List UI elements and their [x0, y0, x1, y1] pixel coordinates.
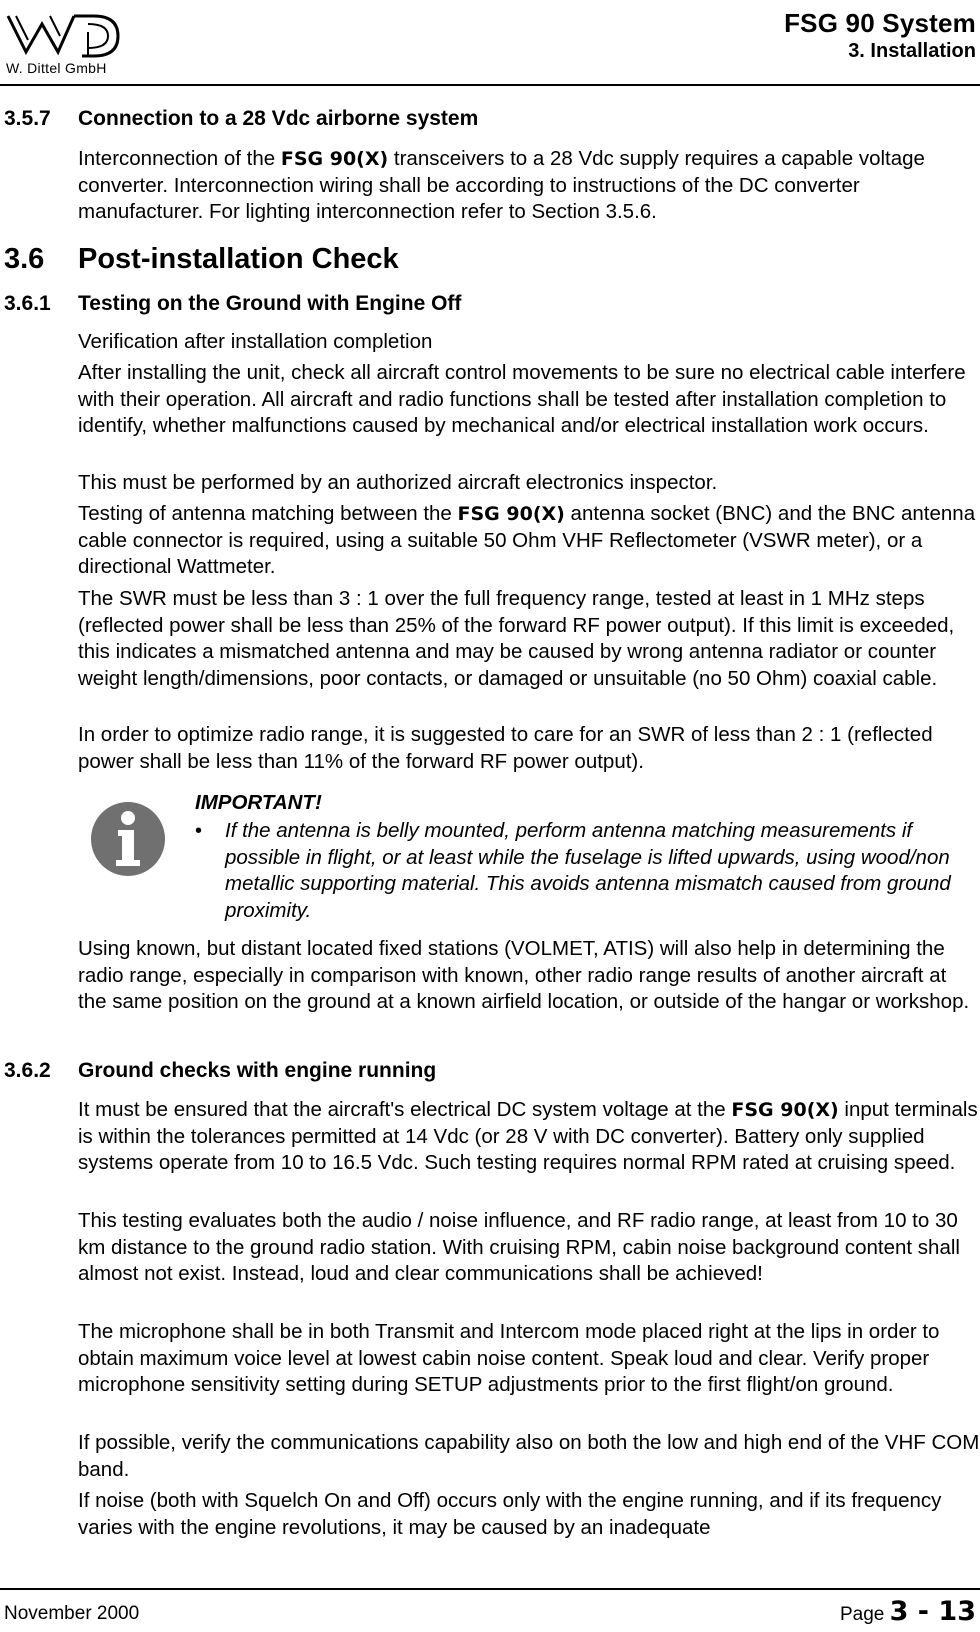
paragraph — [78, 1097, 980, 1177]
info-icon — [90, 801, 166, 877]
product-name: FSG 90(X) — [731, 1099, 839, 1121]
header-divider — [0, 84, 980, 86]
section-title: Post-installation Check — [78, 243, 399, 275]
page-label: Page — [839, 1604, 890, 1625]
paragraph: Using known, but distant located fixed stations (VOLMET, ATIS) will also help in determining the radio range, especially in comparison with known, other radio range results of another aircraft at the same position on the ground at a known airfield location, or outside of the hangar or workshop. — [78, 937, 970, 1013]
text-run: input terminals is within the tolerances permitted at 14 Vdc (or 28 V with DC converter). Battery only supplied systems operate from 10 to 16.5 Vdc. Such testing requires normal RPM rated at cruising speed. — [78, 1098, 978, 1174]
section-number: 3.5.7 — [4, 107, 51, 130]
product-name: FSG 90(X) — [280, 148, 389, 170]
text-run: antenna socket (BNC) and the BNC antenna cable connector is required, using a suitable 50 Ohm VHF Reflectometer (VSWR meter), or a directional Wattmeter. — [78, 502, 976, 578]
section-heading-3-6 — [4, 242, 399, 276]
text-run: Testing of antenna matching between the — [78, 502, 458, 525]
paragraph: If possible, verify the communications capability also on both the low and high end of the VHF COM band. — [78, 1431, 980, 1481]
document-title: FSG 90 System — [784, 8, 976, 38]
section-heading-3-5-7 — [4, 106, 478, 132]
section-number: 3.6 — [4, 243, 45, 275]
section-number: 3.6.1 — [4, 292, 51, 315]
text-run: transceivers to a 28 Vdc supply requires a capable voltage converter. Interconnection wiring shall be according to instructions of the DC converter manufacturer. For lighting interconnection refer to Section 3.5.6. — [78, 147, 925, 223]
paragraph — [78, 501, 980, 581]
paragraph: The microphone shall be in both Transmit and Intercom mode placed right at the lips in order to obtain maximum voice level at lowest cabin noise content. Speak loud and clear. Verify proper microphone sensitivity setting during SETUP adjustments prior to the first flight/on ground. — [78, 1320, 940, 1396]
section-title: Testing on the Ground with Engine Off — [78, 292, 462, 315]
text-run: It must be ensured that the aircraft's electrical DC system voltage at the — [78, 1098, 732, 1121]
paragraph: In order to optimize radio range, it is suggested to care for an SWR of less than 2 : 1 (reflected power shall be less than 11% of the forward RF power output). — [78, 723, 933, 773]
section-number: 3.6.2 — [4, 1059, 51, 1082]
paragraph: This must be performed by an authorized aircraft electronics inspector. — [78, 471, 718, 494]
section-heading-3-6-2 — [4, 1058, 436, 1084]
product-name: FSG 90(X) — [457, 503, 565, 525]
section-title: Connection to a 28 Vdc airborne system — [78, 107, 479, 130]
section-title: Ground checks with engine running — [78, 1059, 437, 1082]
footer-divider — [0, 1588, 980, 1590]
paragraph: If noise (both with Squelch On and Off) occurs only with the engine running, and if its frequency varies with the engine revolutions, it may be caused by an inadequate — [78, 1489, 942, 1539]
paragraph: After installing the unit, check all aircraft control movements to be sure no electrical cable interfere with their operation. All aircraft and radio functions shall be tested after installation completion to identify, whether malfunctions caused by mechanical and/or electrical installation work occurs. — [78, 361, 966, 437]
page-header — [0, 0, 980, 86]
paragraph: The SWR must be less than 3 : 1 over the full frequency range, tested at least in 1 MHz steps (reflected power shall be less than 25% of the forward RF power output). If this limit is exceeded, this indicates a mismatched antenna and may be caused by wrong antenna radiator or counter weight length/dimensions, poor contacts, or damaged or unsuitable (no 50 Ohm) coaxial cable. — [78, 587, 955, 690]
paragraph — [78, 146, 980, 226]
paragraph: This testing evaluates both the audio / noise influence, and RF radio range, at least from 10 to 30 km distance to the ground radio station. With cruising RPM, cabin noise background content shall almost not exist. Instead, loud and clear communications shall be achieved! — [78, 1209, 960, 1285]
chapter-title: 3. Installation — [848, 40, 976, 62]
company-name: W. Dittel GmbH — [6, 60, 107, 76]
page-number: 3 - 13 — [889, 1596, 976, 1627]
footer-date: November 2000 — [4, 1603, 140, 1624]
footer-page — [840, 1596, 976, 1627]
section-heading-3-6-1 — [4, 291, 461, 317]
paragraph: Verification after installation completion — [78, 330, 433, 353]
text-run: Interconnection of the — [78, 147, 281, 170]
important-note-text: If the antenna is belly mounted, perform antenna matching measurements if possible in flight, or at least while the fuselage is lifted upwards, using wood/non metallic supporting material. This avoids antenna mismatch caused from ground proximity. — [225, 819, 951, 922]
header-right — [784, 8, 976, 64]
important-heading: IMPORTANT! — [195, 791, 322, 814]
bullet-marker: • — [195, 820, 203, 842]
